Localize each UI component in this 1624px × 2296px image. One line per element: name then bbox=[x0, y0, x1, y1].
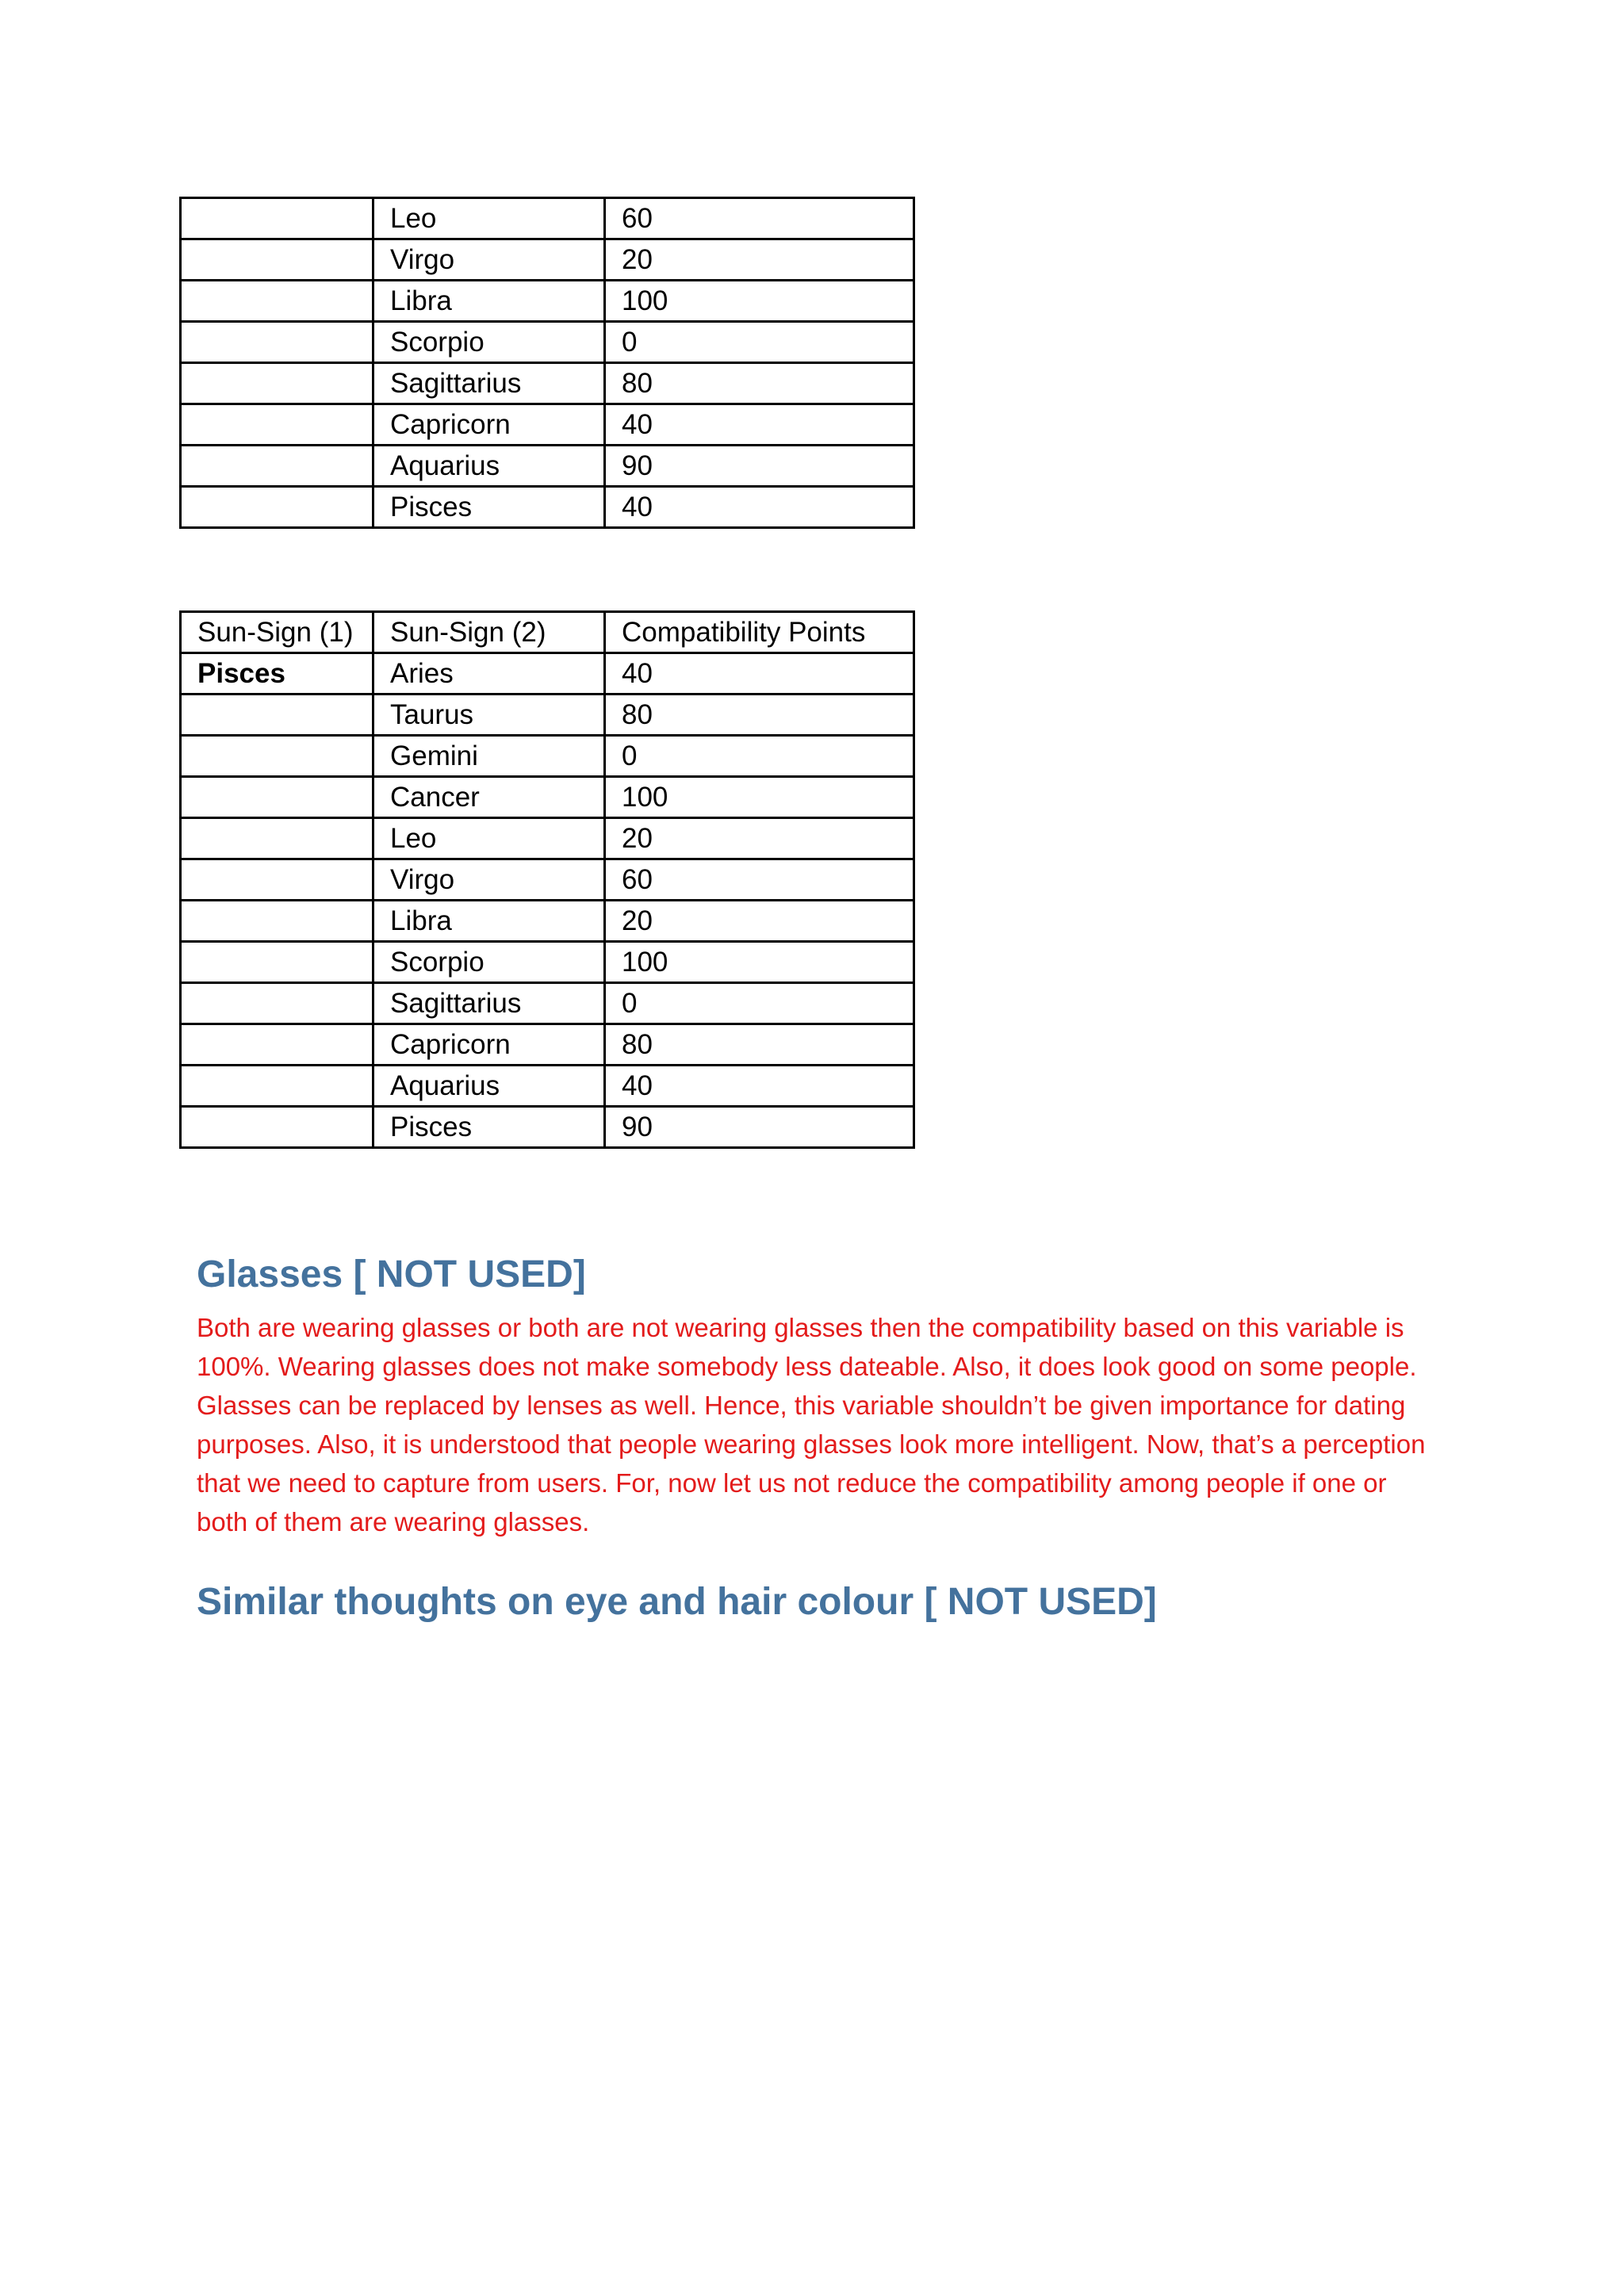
sun-sign-2-cell: Capricorn bbox=[373, 404, 605, 446]
sun-sign-2-cell: Pisces bbox=[373, 1107, 605, 1148]
points-cell: 0 bbox=[605, 322, 914, 363]
compatibility-table-pisces bbox=[179, 610, 915, 1149]
sun-sign-2-cell: Libra bbox=[373, 901, 605, 942]
sun-sign-1-cell bbox=[181, 404, 373, 446]
table-header-row bbox=[181, 612, 914, 653]
table-row bbox=[181, 1024, 914, 1066]
sun-sign-1-cell bbox=[181, 736, 373, 777]
sun-sign-1-cell bbox=[181, 695, 373, 736]
points-cell: 100 bbox=[605, 942, 914, 983]
points-cell: 0 bbox=[605, 736, 914, 777]
sun-sign-1-cell bbox=[181, 281, 373, 322]
sun-sign-2-cell: Virgo bbox=[373, 239, 605, 281]
sun-sign-2-cell: Cancer bbox=[373, 777, 605, 818]
table-row bbox=[181, 322, 914, 363]
sun-sign-2-cell: Aquarius bbox=[373, 1066, 605, 1107]
table-row bbox=[181, 777, 914, 818]
points-cell: 20 bbox=[605, 239, 914, 281]
sun-sign-1-cell bbox=[181, 487, 373, 528]
sun-sign-1-cell bbox=[181, 446, 373, 487]
sun-sign-1-cell bbox=[181, 901, 373, 942]
sun-sign-2-cell: Sagittarius bbox=[373, 363, 605, 404]
table-row bbox=[181, 695, 914, 736]
sun-sign-1-cell bbox=[181, 942, 373, 983]
table-row bbox=[181, 239, 914, 281]
sun-sign-2-cell: Aries bbox=[373, 653, 605, 695]
sun-sign-2-cell: Libra bbox=[373, 281, 605, 322]
sun-sign-1-cell bbox=[181, 239, 373, 281]
points-cell: 80 bbox=[605, 695, 914, 736]
table-row bbox=[181, 983, 914, 1024]
sun-sign-2-cell: Scorpio bbox=[373, 942, 605, 983]
sun-sign-1-cell bbox=[181, 363, 373, 404]
points-cell: 100 bbox=[605, 777, 914, 818]
points-cell: 100 bbox=[605, 281, 914, 322]
sun-sign-2-cell: Aquarius bbox=[373, 446, 605, 487]
table-row bbox=[181, 404, 914, 446]
table-row bbox=[181, 1107, 914, 1148]
sun-sign-2-cell: Capricorn bbox=[373, 1024, 605, 1066]
glasses-paragraph: Both are wearing glasses or both are not wearing glasses then the compatibility based on this variable is 100%. Wearing glasses does not make somebody less dateable. Also, it does look good on some people. Glasses can be replaced by lenses as well. Hence, this variable shouldn’t be given importance for dating purposes. Also, it is understood that people wearing glasses look more intelligent. Now, that’s a perception that we need to capture from users. For, now let us not reduce the compatibility among people if one or both of them are wearing glasses. bbox=[197, 1313, 1426, 1536]
sun-sign-2-cell: Gemini bbox=[373, 736, 605, 777]
sun-sign-2-cell: Scorpio bbox=[373, 322, 605, 363]
table-row bbox=[181, 487, 914, 528]
sun-sign-1-cell bbox=[181, 198, 373, 239]
points-cell: 20 bbox=[605, 901, 914, 942]
table-row bbox=[181, 363, 914, 404]
table-row bbox=[181, 818, 914, 859]
sun-sign-2-cell: Taurus bbox=[373, 695, 605, 736]
compatibility-table-continued bbox=[179, 197, 915, 529]
points-cell: 90 bbox=[605, 1107, 914, 1148]
points-cell: 90 bbox=[605, 446, 914, 487]
sun-sign-1-cell bbox=[181, 1107, 373, 1148]
points-cell: 0 bbox=[605, 983, 914, 1024]
sun-sign-2-cell: Sagittarius bbox=[373, 983, 605, 1024]
table-row bbox=[181, 901, 914, 942]
sun-sign-1-cell bbox=[181, 859, 373, 901]
sun-sign-1-cell bbox=[181, 777, 373, 818]
sun-sign-2-cell: Leo bbox=[373, 818, 605, 859]
sun-sign-1-cell bbox=[181, 1066, 373, 1107]
table-row bbox=[181, 653, 914, 695]
sun-sign-1-cell: Pisces bbox=[181, 653, 373, 695]
table-row bbox=[181, 281, 914, 322]
points-cell: 60 bbox=[605, 198, 914, 239]
table-row bbox=[181, 1066, 914, 1107]
points-cell: 40 bbox=[605, 404, 914, 446]
points-cell: 20 bbox=[605, 818, 914, 859]
sun-sign-2-cell: Virgo bbox=[373, 859, 605, 901]
header-sun-sign-1: Sun-Sign (1) bbox=[181, 612, 373, 653]
table-row bbox=[181, 736, 914, 777]
header-compatibility-points: Compatibility Points bbox=[605, 612, 914, 653]
sun-sign-2-cell: Leo bbox=[373, 198, 605, 239]
sun-sign-1-cell bbox=[181, 818, 373, 859]
table-row bbox=[181, 859, 914, 901]
glasses-heading: Glasses [ NOT USED] bbox=[197, 1253, 586, 1295]
sun-sign-2-cell: Pisces bbox=[373, 487, 605, 528]
points-cell: 80 bbox=[605, 1024, 914, 1066]
points-cell: 40 bbox=[605, 653, 914, 695]
eye-hair-heading: Similar thoughts on eye and hair colour [ NOT USED] bbox=[197, 1581, 1157, 1623]
table-row bbox=[181, 942, 914, 983]
points-cell: 40 bbox=[605, 487, 914, 528]
points-cell: 40 bbox=[605, 1066, 914, 1107]
sun-sign-1-cell bbox=[181, 983, 373, 1024]
table-row bbox=[181, 198, 914, 239]
sun-sign-1-cell bbox=[181, 322, 373, 363]
sun-sign-1-cell bbox=[181, 1024, 373, 1066]
table-row bbox=[181, 446, 914, 487]
points-cell: 60 bbox=[605, 859, 914, 901]
header-sun-sign-2: Sun-Sign (2) bbox=[373, 612, 605, 653]
points-cell: 80 bbox=[605, 363, 914, 404]
